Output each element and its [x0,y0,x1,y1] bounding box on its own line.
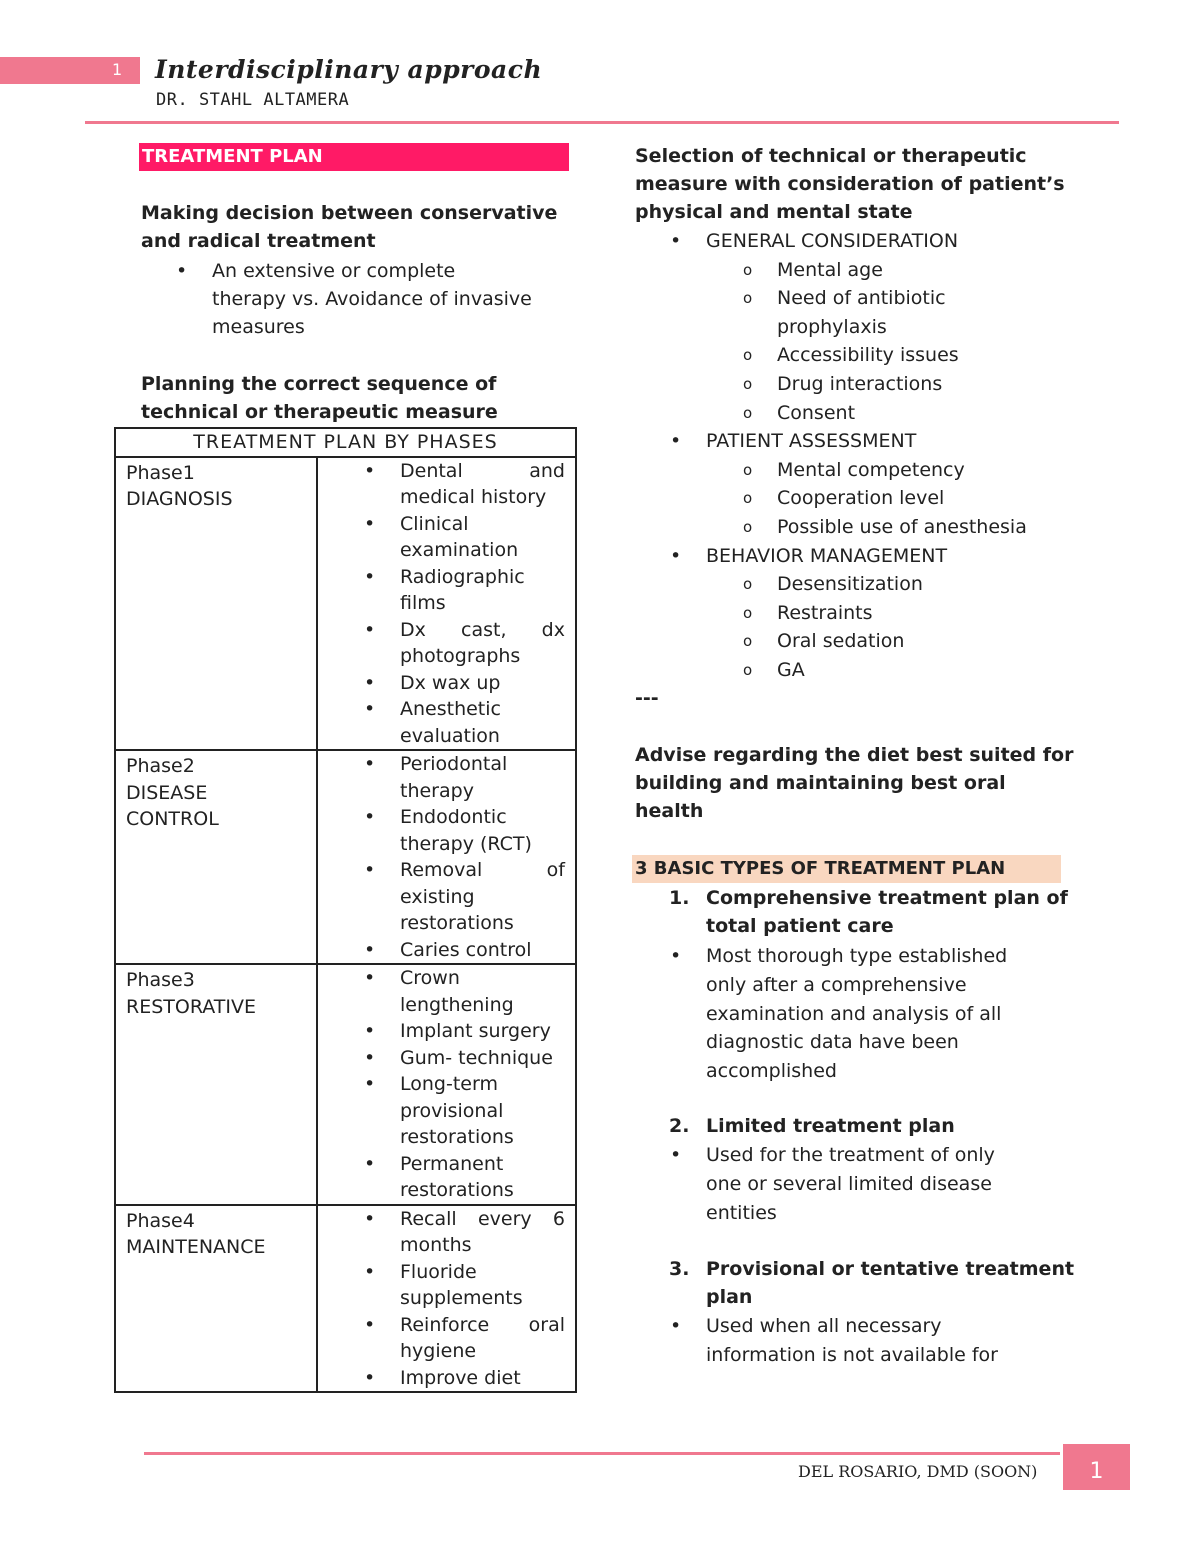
header-page-number: 1 [112,60,123,79]
list-item: • Clinical examination [400,511,565,564]
heading-line: health [635,800,704,822]
list-item: • Gum- technique [400,1045,565,1072]
heading-sequence [141,370,498,426]
phase-cell [115,964,317,1205]
sub-item: o Mental age [777,256,1027,285]
header-divider [85,121,1119,124]
phase-items-cell [317,1205,576,1393]
title-line: total patient care [706,915,894,937]
title-line: Provisional or tentative treatment [706,1258,1075,1280]
sub-item: o Restraints [777,599,1027,628]
text-line: therapy vs. Avoidance of invasive [212,288,532,310]
text-line: one or several limited disease [706,1172,992,1195]
sub-item: o Desensitization [777,570,1027,599]
text-line: • Most thorough type established [706,945,1008,967]
sub-item: o Drug interactions [777,370,1027,399]
type-title: Limited treatment plan [706,1115,955,1137]
list-item: • Removal of existing restorations [400,857,565,937]
text-line: information is not available for [706,1343,998,1366]
list-item: • Long-term provisional restorations [400,1071,565,1151]
phase-cell [115,750,317,964]
phase-items [400,965,565,1204]
type-number: 1. [669,887,690,909]
list-item: • Permanent restorations [400,1151,565,1204]
bullet-list [212,257,532,341]
heading-line: Planning the correct sequence of [141,373,497,395]
sub-item: o Consent [777,399,1027,428]
separator: --- [635,687,659,709]
type-description [706,942,1007,1086]
group-title: • PATIENT ASSESSMENT [706,430,917,453]
list-item [706,1141,995,1227]
type-title [706,1255,1074,1311]
heading-line: building and maintaining best oral [635,772,1006,794]
table-header-row [115,428,576,457]
text-line: • An extensive or complete [212,260,456,282]
list-item: • Dx wax up [400,670,565,697]
phase-items-cell [317,964,576,1205]
table-row [115,964,576,1205]
section-title-basic-types: 3 BASIC TYPES OF TREATMENT PLAN [632,855,1061,883]
heading-line: Advise regarding the diet best suited for [635,744,1074,766]
table-row [115,750,576,964]
text-line: measures [212,316,305,338]
heading-line: Selection of technical or therapeutic [635,145,1027,167]
phase-number: Phase2 [126,755,195,777]
heading-line: measure with consideration of patient’s [635,173,1065,195]
footer-page-number: 1 [1060,1444,1130,1490]
text-line: diagnostic data have been [706,1031,959,1054]
phase-items-cell [317,750,576,964]
phase-name: MAINTENANCE [126,1236,266,1258]
phase-items-cell [317,457,576,751]
type-description [706,1141,995,1227]
title-line: plan [706,1286,753,1308]
sub-item: o Oral sedation [777,627,1027,656]
heading-selection [635,142,1065,226]
list-item: • Fluoride supplements [400,1259,565,1312]
heading-conservative-radical [141,199,557,255]
phase-name: DIAGNOSIS [126,488,233,510]
text-line: accomplished [706,1060,837,1083]
title-line: Comprehensive treatment plan of [706,887,1068,909]
list-item-behavior [706,542,1027,685]
sub-list [777,570,1027,684]
text-line: only after a comprehensive [706,973,967,996]
phase-cell [115,457,317,751]
text-line: entities [706,1201,777,1224]
group-title: • GENERAL CONSIDERATION [706,230,959,252]
heading-line: Making decision between conservative [141,202,558,224]
text-line: • Used when all necessary [706,1315,942,1337]
type-number: 3. [669,1258,690,1280]
sub-item: o Need of antibiotic prophylaxis [777,284,977,341]
group-title: • BEHAVIOR MANAGEMENT [706,544,948,567]
list-item-general [706,227,1027,427]
list-item: • Recall every 6 months [400,1206,565,1259]
sub-item: o Mental competency [777,456,1027,485]
sub-item: o GA [777,656,1027,685]
phase-number: Phase3 [126,969,195,991]
heading-line: and radical treatment [141,230,376,252]
table-header: TREATMENT PLAN BY PHASES [115,428,576,457]
phase-name: DISEASE CONTROL [126,781,219,830]
sub-item: o Cooperation level [777,484,1027,513]
table-row [115,1205,576,1393]
footer-divider [144,1452,1060,1455]
phase-cell [115,1205,317,1393]
heading-line: technical or therapeutic measure [141,401,498,423]
footer-author: DEL ROSARIO, DMD (SOON) [798,1462,1038,1481]
heading-diet [635,741,1073,825]
table-row [115,457,576,751]
type-description [706,1312,998,1370]
treatment-plan-table [114,427,577,1393]
section-title-treatment-plan: TREATMENT PLAN [139,143,569,171]
sub-item: o Accessibility issues [777,341,1027,370]
list-item: • Anesthetic evaluation [400,696,565,749]
list-item [706,942,1007,1086]
sub-list [777,256,1027,428]
list-item: • Crown lengthening [400,965,565,1018]
document-title: Interdisciplinary approach [155,55,543,84]
list-item: • Caries control [400,937,565,964]
phase-items [400,458,565,750]
text-line: examination and analysis of all [706,1002,1002,1025]
list-item: • Dental and medical history [400,458,565,511]
list-item: • Reinforce oral hygiene [400,1312,565,1365]
text-line: • Used for the treatment of only [706,1144,995,1166]
type-number: 2. [669,1115,690,1137]
phase-name: RESTORATIVE [126,995,256,1018]
list-item: • Implant surgery [400,1018,565,1045]
phase-number: Phase4 [126,1209,195,1232]
list-item: • Improve diet [400,1365,565,1392]
phase-items [400,751,565,963]
list-item [706,1312,998,1370]
list-item: • Radiographic films [400,564,565,617]
heading-line: physical and mental state [635,201,913,223]
list-item [212,257,532,341]
list-item: • Dx cast, dx photographs [400,617,565,670]
document-author: DR. STAHL ALTAMERA [156,90,350,110]
phase-items [400,1206,565,1392]
type-title [706,884,1068,940]
list-item-assessment [706,427,1027,541]
sub-item: o Possible use of anesthesia [777,513,1027,542]
phase-number: Phase1 [126,461,195,484]
consideration-list [706,227,1027,685]
list-item: • Periodontal therapy [400,751,565,804]
list-item: • Endodontic therapy (RCT) [400,804,565,857]
sub-list [777,456,1027,542]
